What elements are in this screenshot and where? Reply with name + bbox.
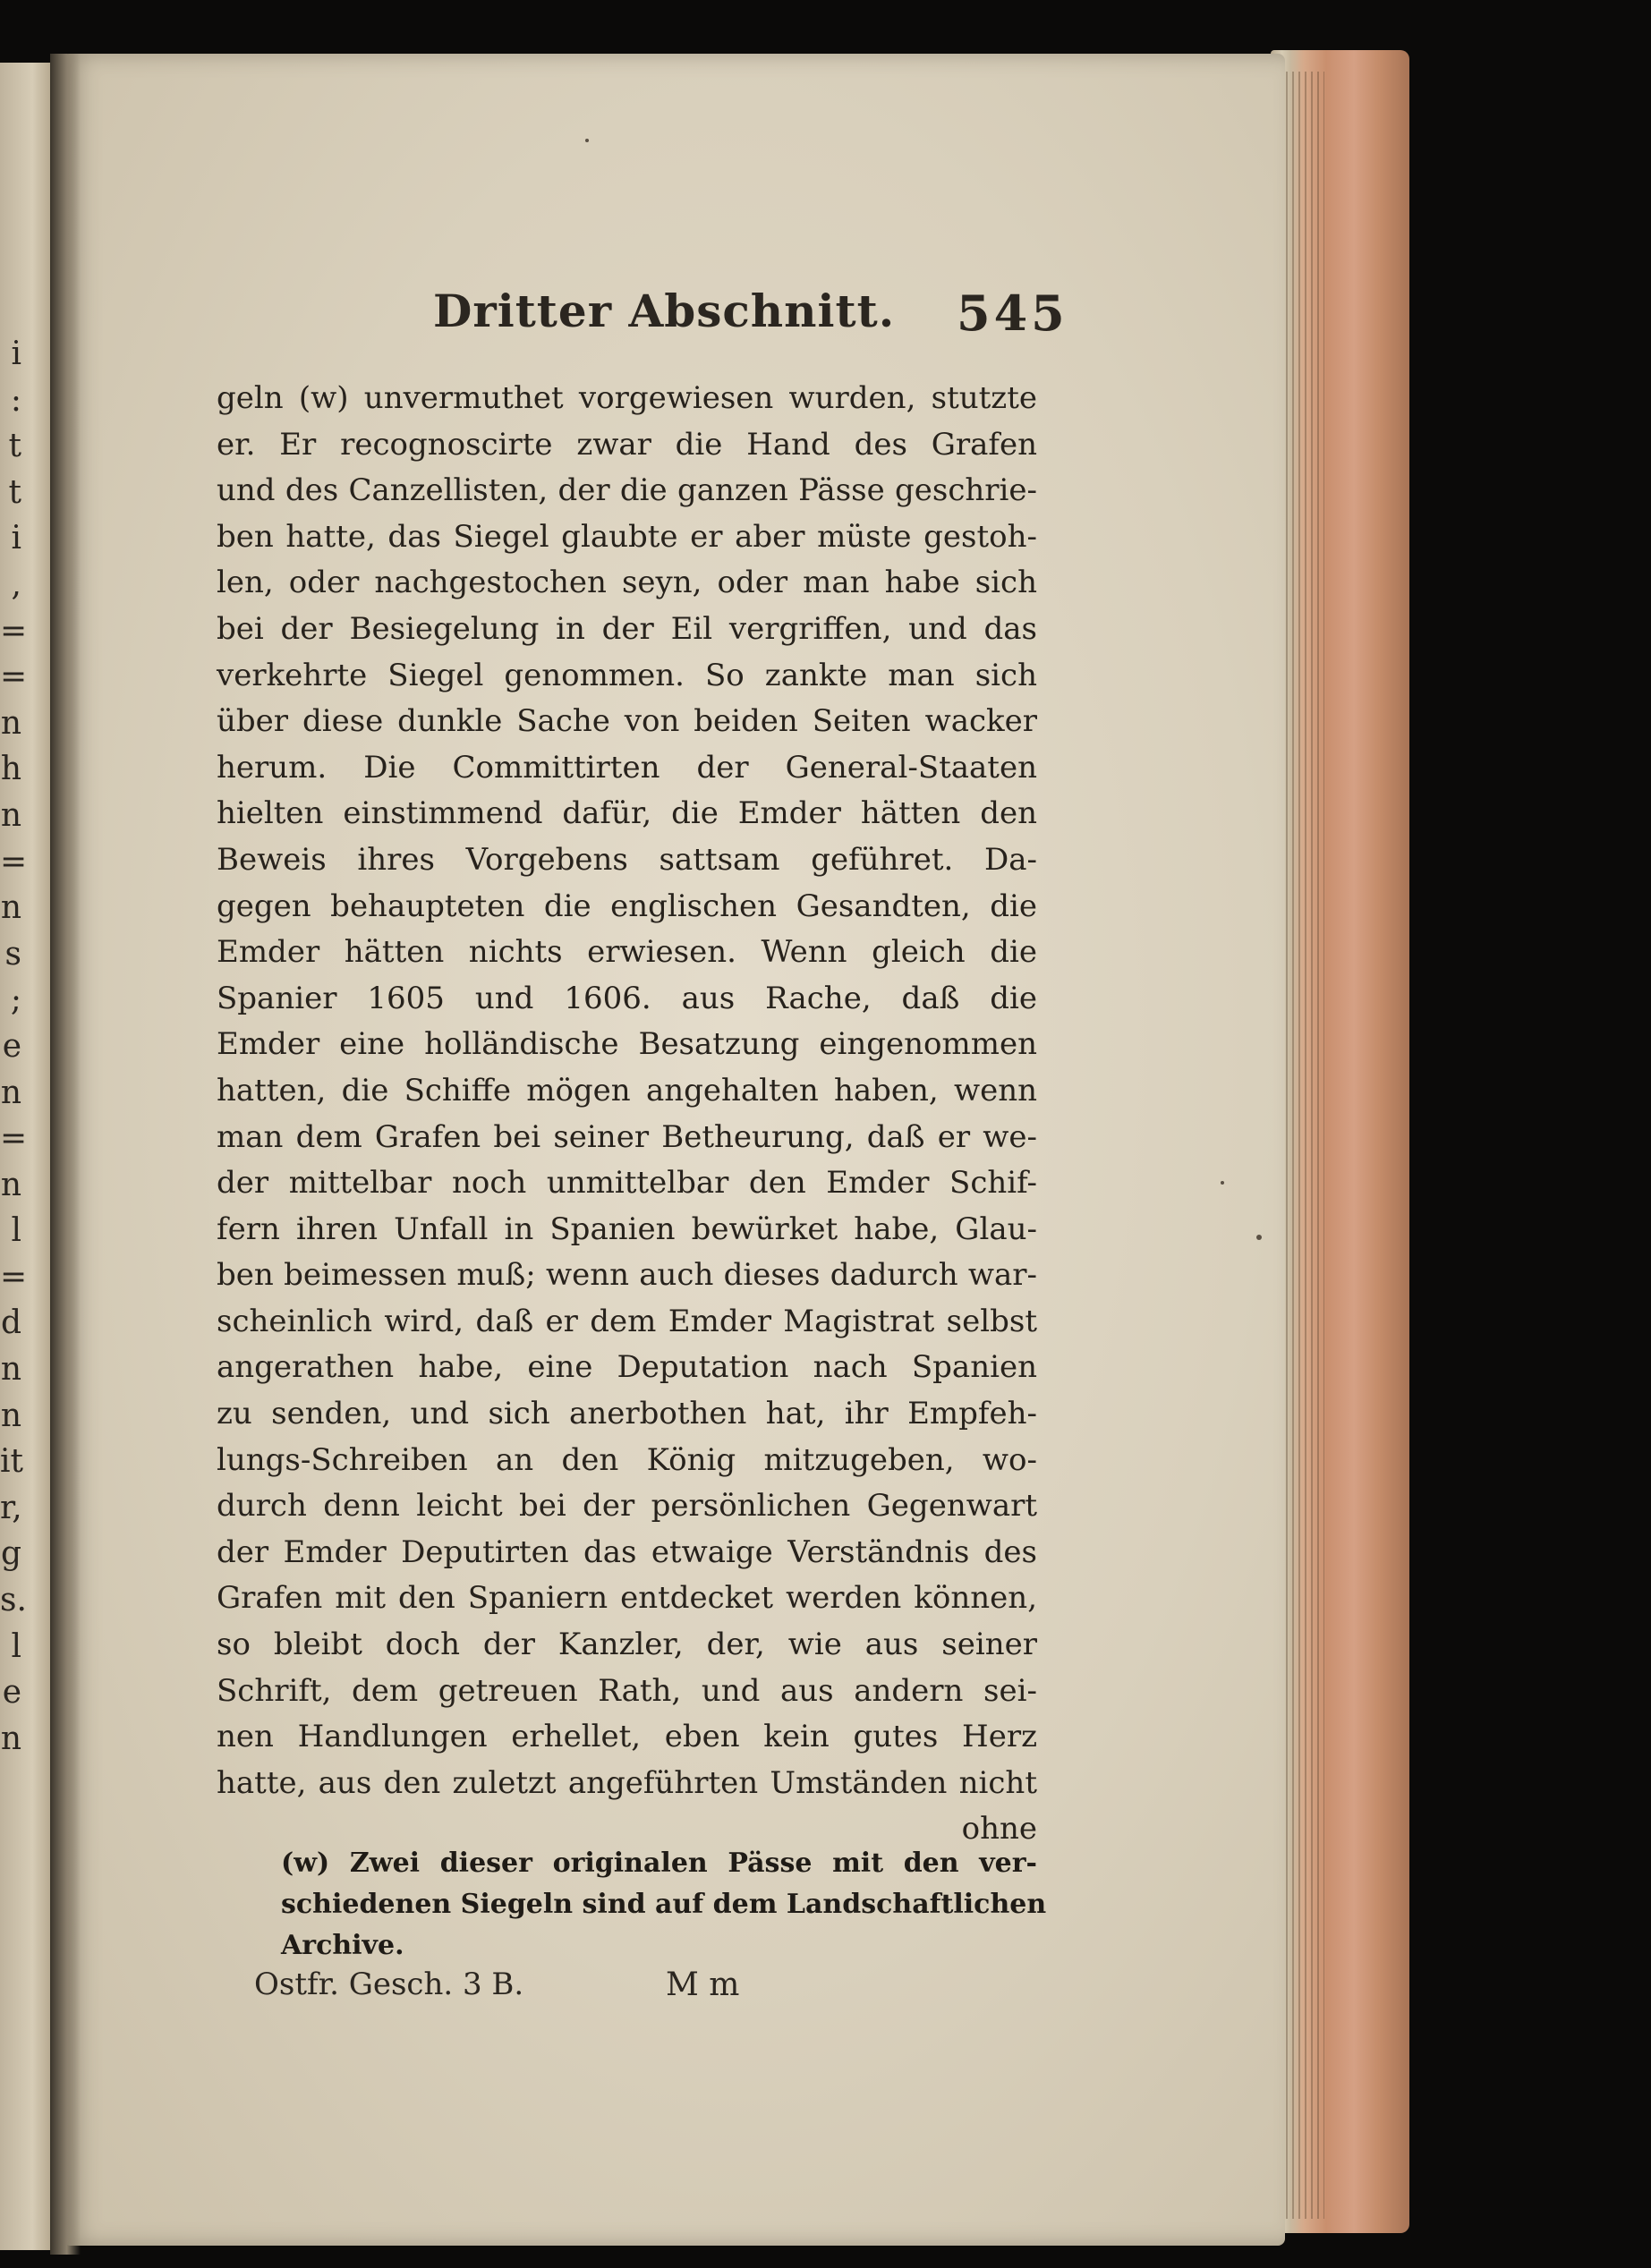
margin-speck — [1221, 1181, 1224, 1185]
facing-page-fragment: = — [0, 612, 28, 650]
facing-page-fragment: it — [0, 1443, 23, 1481]
text-line: verkehrte Siegel genommen. So zankte man sich — [217, 657, 1037, 693]
text-line: der mittelbar noch unmittelbar den Emder Schif- — [217, 1165, 1037, 1202]
facing-page-fragment: t — [8, 473, 21, 511]
text-line: scheinlich wird, daß er dem Emder Magistrat selbst — [217, 1303, 1037, 1339]
facing-page-fragment: n — [0, 796, 21, 834]
printer-signature — [254, 1966, 791, 2017]
page-number: 545 — [957, 285, 1068, 342]
facing-page-fragment: : — [10, 381, 21, 419]
text-line: er. Er recognoscirte zwar die Hand des Grafen — [217, 426, 1037, 463]
text-line: bei der Besiegelung in der Eil vergriffen, und das — [217, 610, 1037, 647]
facing-page-fragment: n — [0, 889, 21, 927]
text-line: und des Canzellisten, der die ganzen Pässe geschrie- — [217, 472, 1037, 509]
text-line: ben beimessen muß; wenn auch dieses dadurch war- — [217, 1257, 1037, 1294]
footnote-line: (w) Zwei dieser originalen Pässe mit den ver- — [281, 1848, 1037, 1879]
text-line: der Emder Deputirten das etwaige Verständnis des — [217, 1533, 1037, 1570]
text-line: Schrift, dem getreuen Rath, und aus andern sei- — [217, 1672, 1037, 1709]
page-edge-lines — [1280, 72, 1324, 2219]
footnote — [281, 1843, 1047, 1966]
text-line: len, oder nachgestochen seyn, oder man habe sich — [217, 565, 1037, 601]
facing-page-fragment: e — [2, 1027, 21, 1065]
text-line: Beweis ihres Vorgebens sattsam geführet. Da- — [217, 841, 1037, 878]
facing-page-fragment: n — [0, 704, 21, 742]
facing-page-fragment: n — [0, 1720, 21, 1757]
running-head — [433, 285, 1077, 347]
footnote-line: Archive. — [281, 1930, 404, 1961]
facing-page-fragment: ; — [10, 981, 21, 1019]
margin-speck — [585, 139, 589, 142]
facing-page-fragment: i — [11, 520, 21, 557]
book-page — [66, 54, 1285, 2246]
text-line: lungs-Schreiben an den König mitzugeben, wo- — [217, 1441, 1037, 1478]
facing-page-fragment: n — [0, 1074, 21, 1111]
facing-page-fragment: d — [0, 1304, 21, 1342]
text-line: angerathen habe, eine Deputation nach Spanien — [217, 1349, 1037, 1386]
facing-page-fragment: = — [0, 658, 28, 696]
text-line: zu senden, und sich anerbothen hat, ihr Empfeh- — [217, 1396, 1037, 1432]
facing-page-fragment: e — [2, 1674, 21, 1712]
signature-title: Ostfr. Gesch. 3 B. — [254, 1966, 524, 2002]
body-text — [217, 376, 1037, 1853]
facing-page-fragment: = — [0, 843, 28, 880]
facing-page-fragment: n — [0, 1166, 21, 1203]
facing-page-fragment: s. — [0, 1582, 27, 1619]
facing-page-fragment: l — [11, 1212, 21, 1250]
text-line: durch denn leicht bei der persönlichen Gegenwart — [217, 1488, 1037, 1525]
facing-page-fragment: h — [0, 751, 21, 788]
facing-page-text-fragments — [0, 331, 28, 1798]
text-line: ohne — [961, 1811, 1037, 1848]
text-line: fern ihren Unfall in Spanien bewürket habe, Glau- — [217, 1210, 1037, 1247]
text-line: geln (w) unvermuthet vorgewiesen wurden, stutzte — [217, 380, 1037, 416]
facing-page-fragment: = — [0, 1258, 28, 1295]
facing-page-fragment: n — [0, 1351, 21, 1389]
text-line: hielten einstimmend dafür, die Emder hätten den — [217, 795, 1037, 832]
text-line: Grafen mit den Spaniern entdecket werden können, — [217, 1580, 1037, 1617]
facing-page-fragment: , — [11, 565, 21, 603]
facing-page-fragment: t — [8, 428, 21, 465]
facing-page-fragment: r, — [0, 1489, 22, 1526]
margin-speck — [1256, 1235, 1262, 1240]
text-line: gegen behaupteten die englischen Gesandten, die — [217, 888, 1037, 924]
running-head-title: Dritter Abschnitt. — [433, 285, 896, 337]
facing-page-fragment: n — [0, 1397, 21, 1434]
facing-page-fragment: l — [11, 1627, 21, 1665]
text-line: nen Handlungen erhellet, eben kein gutes Herz — [217, 1719, 1037, 1755]
facing-page-fragment: s — [4, 935, 21, 973]
facing-page-fragment: i — [11, 336, 21, 372]
signature-mark: M m — [666, 1966, 740, 2003]
text-line: man dem Grafen bei seiner Betheurung, daß er we- — [217, 1118, 1037, 1155]
text-line: herum. Die Committirten der General-Staaten — [217, 749, 1037, 786]
facing-page-fragment: = — [0, 1120, 28, 1158]
footnote-line: schiedenen Siegeln sind auf dem Landschaftlichen — [281, 1889, 1047, 1920]
text-line: hatte, aus den zuletzt angeführten Umständen nicht — [217, 1764, 1037, 1801]
text-line: hatten, die Schiffe mögen angehalten haben, wenn — [217, 1072, 1037, 1109]
text-line: ben hatte, das Siegel glaubte er aber müste gestoh- — [217, 518, 1037, 555]
text-line: Emder eine holländische Besatzung eingenommen — [217, 1026, 1037, 1063]
text-line: Emder hätten nichts erwiesen. Wenn gleich die — [217, 934, 1037, 971]
facing-page-fragment: g — [0, 1535, 21, 1573]
text-line: Spanier 1605 und 1606. aus Rache, daß die — [217, 980, 1037, 1016]
text-line: über diese dunkle Sache von beiden Seiten wacker — [217, 703, 1037, 740]
gutter-shadow — [50, 54, 81, 2255]
text-line: so bleibt doch der Kanzler, der, wie aus seiner — [217, 1627, 1037, 1663]
